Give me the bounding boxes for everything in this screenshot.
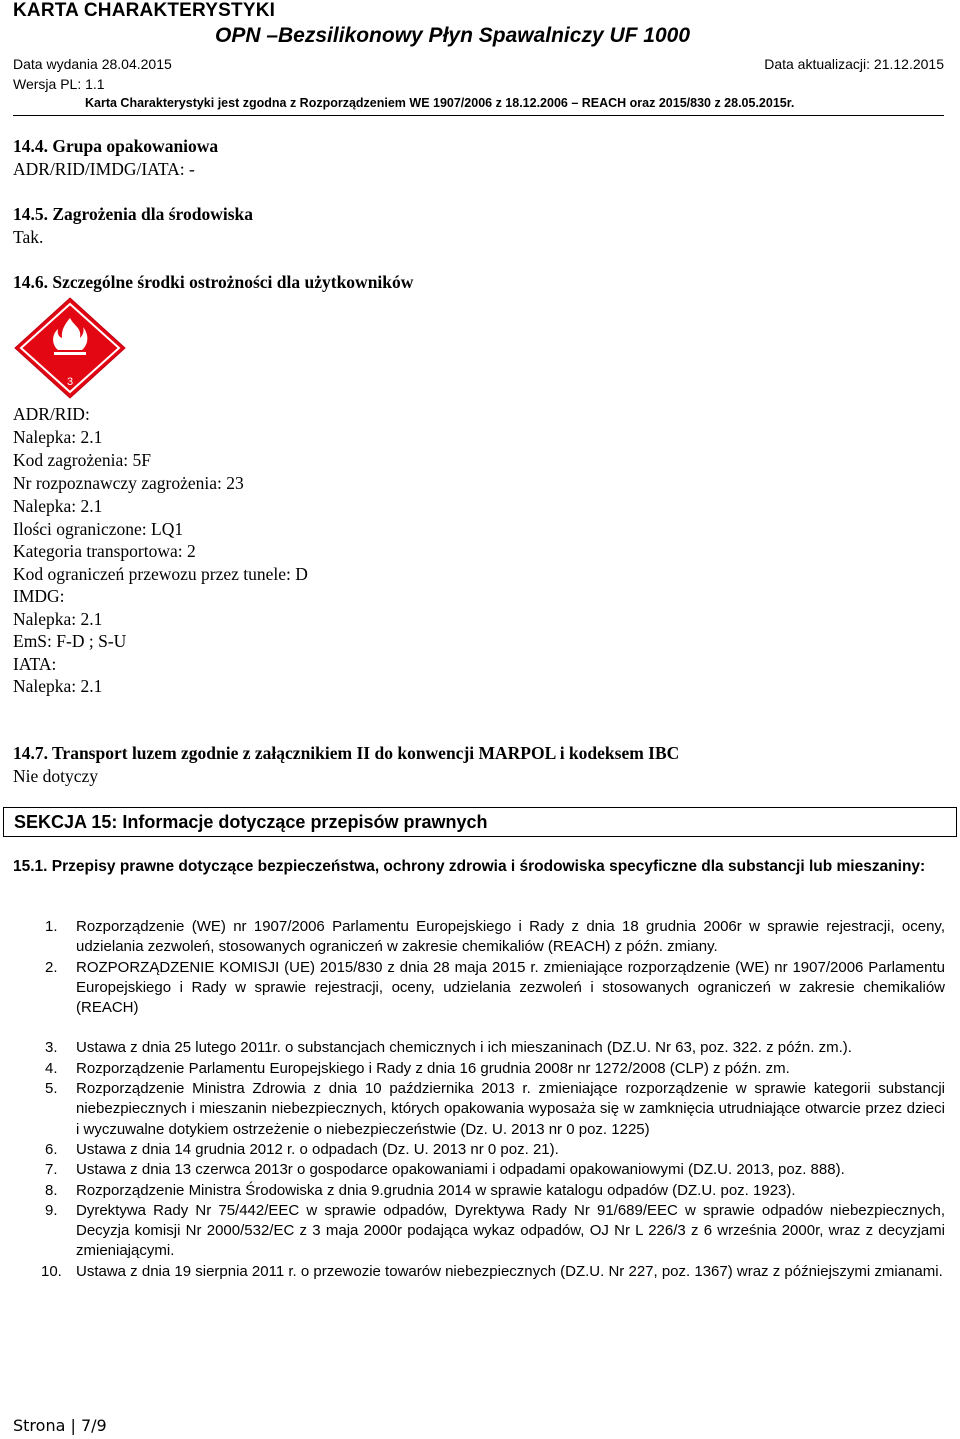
list-item [13,1160,945,1180]
list-text: Rozporządzenie Ministra Zdrowia z dnia 10 października 2013 r. zmieniające rozporządzenie w sprawie kategorii substancji niebezpiecznych i mieszanin niebezpiecznych, których opakowania wyposaża się w zamknięcia utrudniające otwarcie przez dzieci i wyczuwalne dotykiem ostrzeżenie o niebezpieczeństwie (Dz. U. 2013 nr 0 poz. 1225) [76,1080,945,1138]
list-text: Rozporządzenie Parlamentu Europejskiego i Rady z dnia 16 grudnia 2008r nr 1272/2008 (CLP) z późn. zm. [76,1059,790,1077]
list-item [13,958,945,1019]
list-text: Ustawa z dnia 19 sierpnia 2011 r. o przewozie towarów niebezpiecznych (DZ.U. Nr 227, poz. 1367) wraz z późniejszymi zmianami. [76,1262,943,1280]
section-15-1-heading: 15.1. Przepisy prawne dotyczące bezpieczeństwa, ochrony zdrowia i środowiska specyficzne dla substancji lub mieszaniny: [13,858,926,875]
section-15-title-box [3,807,957,837]
transport-line: EmS: F-D ; S-U [13,631,127,651]
list-item [13,1059,945,1079]
transport-line: ADR/RID: [13,404,90,424]
list-number: 10. [41,1262,62,1280]
list-item [13,1140,945,1160]
transport-line: Nalepka: 2.1 [13,496,103,516]
list-number: 2. [45,958,58,976]
section-14-4-value: ADR/RID/IMDG/IATA: - [13,159,195,179]
list-item [13,917,945,958]
transport-line: Kod ograniczeń przewozu przez tunele: D [13,564,308,584]
transport-line: Nr rozpoznawczy zagrożenia: 23 [13,473,244,493]
list-number: 5. [45,1080,58,1098]
update-date: Data aktualizacji: 21.12.2015 [764,56,944,72]
section-15-title: SEKCJA 15: Informacje dotyczące przepisów prawnych [14,812,488,832]
list-text: Ustawa z dnia 14 grudnia 2012 r. o odpadach (Dz. U. 2013 nr 0 poz. 21). [76,1140,559,1158]
transport-line: Kod zagrożenia: 5F [13,450,152,470]
transport-line: Ilości ograniczone: LQ1 [13,519,184,539]
transport-line: IMDG: [13,586,65,606]
document-title: KARTA CHARAKTERYSTYKI [13,0,276,21]
list-text: Ustawa z dnia 25 lutego 2011r. o substancjach chemicznych i ich mieszaninach (DZ.U. Nr 63, poz. 322. z późn. zm.). [76,1039,852,1057]
transport-line: Nalepka: 2.1 [13,609,103,629]
list-number: 1. [45,918,58,935]
transport-line: Nalepka: 2.1 [13,427,103,447]
placard-class-number: 3 [66,376,74,388]
section-14-6-heading: 14.6. Szczególne środki ostrożności dla użytkowników [13,272,414,292]
list-number: 8. [45,1181,58,1199]
transport-line: IATA: [13,654,57,674]
list-item [13,1079,945,1140]
transport-line: Nalepka: 2.1 [13,676,103,696]
section-14-7-value: Nie dotyczy [13,766,99,786]
section-14-5-value: Tak. [13,227,44,247]
page-number: Strona | 7/9 [13,1416,107,1435]
list-item [13,1038,945,1058]
list-text: Ustawa z dnia 13 czerwca 2013r o gospodarce opakowaniami i odpadami opakowaniowymi (DZ.U. 2013, poz. 888). [76,1161,845,1179]
product-name: OPN –Bezsilikonowy Płyn Spawalniczy UF 1000 [215,24,691,47]
section-14-4-heading: 14.4. Grupa opakowaniowa [13,136,219,156]
transport-line: Kategoria transportowa: 2 [13,541,196,561]
flammable-gas-placard-icon [12,296,128,400]
list-text: Rozporządzenie (WE) nr 1907/2006 Parlamentu Europejskiego i Rady z dnia 18 grudnia 2006r w sprawie rejestracji, oceny, udzielania zezwoleń, stosowanych ograniczeń w zakresie chemikaliów (REACH) z późn. zmiany. [76,918,945,956]
section-14-7-heading: 14.7. Transport luzem zgodnie z załącznikiem II do konwencji MARPOL i kodeksem IBC [13,743,680,763]
issue-date: Data wydania 28.04.2015 [13,56,172,72]
header-divider [13,115,944,116]
list-number: 7. [45,1161,58,1179]
list-number: 9. [45,1201,58,1219]
regulations-list [13,917,945,1282]
section-14-5-heading: 14.5. Zagrożenia dla środowiska [13,204,254,224]
list-number: 6. [45,1140,58,1158]
list-number: 3. [45,1039,58,1057]
list-number: 4. [45,1059,58,1077]
list-text: Rozporządzenie Ministra Środowiska z dnia 9.grudnia 2014 w sprawie katalogu odpadów (DZ.U. poz. 1923). [76,1181,796,1199]
version: Wersja PL: 1.1 [13,76,105,92]
regulation-note: Karta Charakterystyki jest zgodna z Rozporządzeniem WE 1907/2006 z 18.12.2006 – REACH oraz 2015/830 z 28.05.2015r. [85,96,795,110]
list-text: Dyrektywa Rady Nr 75/442/EEC w sprawie odpadów, Dyrektywa Rady Nr 91/689/EEC w sprawie odpadów niebezpiecznych, Decyzja komisji Nr 2000/532/EC z 3 maja 2000r podająca wykaz odpadów, OJ Nr L 226/3 z 6 września 2000r, wraz z decyzjami zmieniającymi. [76,1201,945,1260]
list-item [13,1181,945,1201]
list-text: ROZPORZĄDZENIE KOMISJI (UE) 2015/830 z dnia 28 maja 2015 r. zmieniające rozporządzenie (WE) nr 1907/2006 Parlamentu Europejskiego i Rady w sprawie rejestracji, oceny, udzielania zezwoleń i stosowanych ograniczeń w zakresie chemikaliów (REACH) [76,958,945,1017]
list-item [13,1201,945,1262]
list-item [13,1262,945,1282]
